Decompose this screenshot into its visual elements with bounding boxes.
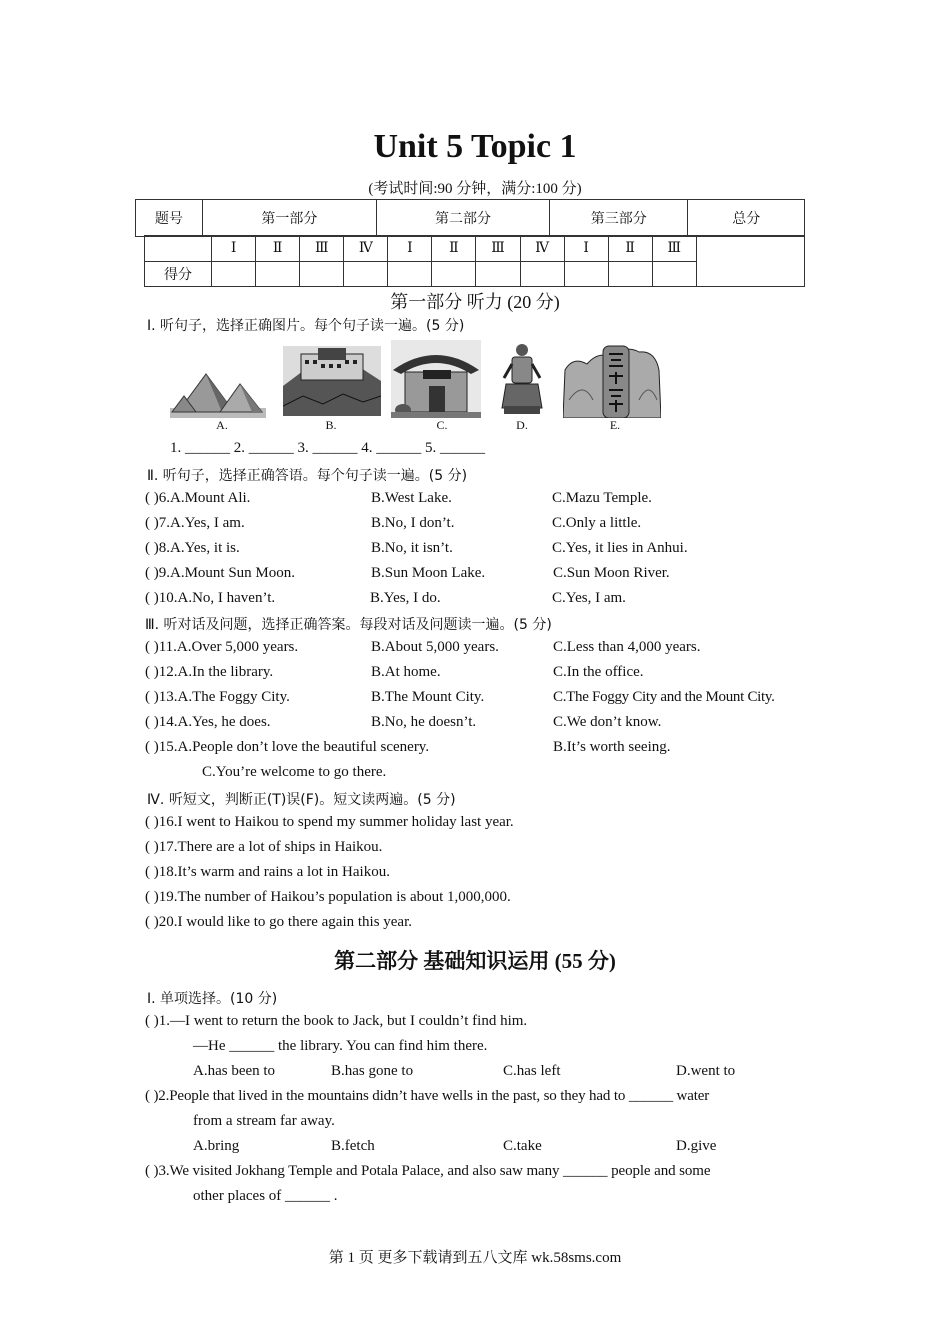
option: B.Yes, I do. <box>370 590 441 606</box>
question: ( )13.A.The Foggy City. <box>145 689 290 705</box>
sub-col: Ⅳ <box>520 236 564 262</box>
score-cell <box>344 262 388 287</box>
score-table-header <box>135 199 805 237</box>
picture-label: B. <box>325 418 337 432</box>
col-total: 总分 <box>688 200 805 237</box>
question: ( )15.A.People don’t love the beautiful scenery. <box>145 739 430 755</box>
sub-col: Ⅲ <box>300 236 344 262</box>
score-cell <box>564 262 608 287</box>
temple-gate-icon <box>391 340 481 418</box>
option: C.Sun Moon River. <box>553 565 670 581</box>
page-footer: 第 1 页 更多下载请到五八文库 wk.58sms.com <box>328 1250 622 1266</box>
question: ( )8.A.Yes, it is. <box>145 540 240 556</box>
score-cell <box>476 262 520 287</box>
question: ( )6.A.Mount Ali. <box>145 490 251 506</box>
statement: ( )16.I went to Haikou to spend my summer holiday last year. <box>145 814 514 830</box>
question: ( )11.A.Over 5,000 years. <box>145 639 299 655</box>
part2-heading: 第二部分 基础知识运用 (55 分) <box>334 949 616 973</box>
score-label: 得分 <box>145 262 212 287</box>
section-title: Ⅰ. 听句子，选择正确图片。每个句子读一遍。(5 分) <box>147 318 465 334</box>
col-part2: 第二部分 <box>376 200 549 237</box>
score-table-body <box>144 235 805 287</box>
statement: ( )20.I would like to go there again this year. <box>145 914 413 930</box>
option: B.No, it isn’t. <box>371 540 453 556</box>
exam-subtitle: (考试时间:90 分钟，满分:100 分) <box>368 181 582 197</box>
option: C.The Foggy City and the Mount City. <box>553 689 775 705</box>
option: B.It’s worth seeing. <box>553 739 671 755</box>
pyramids-icon <box>170 366 266 418</box>
option: B.has gone to <box>331 1063 414 1079</box>
potala-palace-icon <box>283 346 381 416</box>
option: B.At home. <box>371 664 441 680</box>
score-cell <box>520 262 564 287</box>
option: C.take <box>503 1138 542 1154</box>
option: B.fetch <box>331 1138 375 1154</box>
picture-label: E. <box>609 418 621 432</box>
statement: ( )19.The number of Haikou’s population is about 1,000,000. <box>145 889 511 905</box>
question-line: —He ______ the library. You can find him there. <box>193 1038 488 1054</box>
section-title: Ⅰ. 单项选择。(10 分) <box>147 991 278 1007</box>
question-line: from a stream far away. <box>193 1113 335 1129</box>
question: ( )12.A.In the library. <box>145 664 274 680</box>
question: ( )9.A.Mount Sun Moon. <box>145 565 296 581</box>
score-cell <box>652 262 696 287</box>
sub-col: Ⅰ <box>388 236 432 262</box>
score-cell <box>608 262 652 287</box>
section-title: Ⅱ. 听句子，选择正确答语。每个句子读一遍。(5 分) <box>147 468 468 484</box>
option: A.has been to <box>193 1063 276 1079</box>
question: ( )2.People that lived in the mountains didn’t have wells in the past, so they had to ______ water <box>145 1088 710 1104</box>
sub-col: Ⅱ <box>608 236 652 262</box>
sub-col: Ⅱ <box>432 236 476 262</box>
option: C.Only a little. <box>552 515 642 531</box>
score-cell <box>432 262 476 287</box>
option: C.Less than 4,000 years. <box>553 639 701 655</box>
sub-col: Ⅳ <box>344 236 388 262</box>
option: A.bring <box>193 1138 240 1154</box>
picture-label: A. <box>216 418 228 432</box>
part1-heading: 第一部分 听力 (20 分) <box>390 292 560 312</box>
total-score-cell <box>696 236 804 287</box>
col-part1: 第一部分 <box>202 200 376 237</box>
option: C.Yes, I am. <box>552 590 626 606</box>
picture-label: C. <box>436 418 448 432</box>
option: B.About 5,000 years. <box>371 639 499 655</box>
score-cell <box>300 262 344 287</box>
option: C.We don’t know. <box>553 714 662 730</box>
option: C.You’re welcome to go there. <box>202 764 387 780</box>
sub-col: Ⅱ <box>256 236 300 262</box>
question: ( )10.A.No, I haven’t. <box>145 590 276 606</box>
option: B.No, he doesn’t. <box>371 714 477 730</box>
terracotta-warrior-icon <box>498 340 546 418</box>
question: ( )7.A.Yes, I am. <box>145 515 245 531</box>
option: C.has left <box>503 1063 561 1079</box>
picture-label: D. <box>516 418 528 432</box>
section-title: Ⅳ. 听短文，判断正(T)误(F)。短文读两遍。(5 分) <box>147 792 456 808</box>
page-title: Unit 5 Topic 1 <box>373 128 577 165</box>
option: C.Yes, it lies in Anhui. <box>552 540 688 556</box>
sub-col: Ⅲ <box>652 236 696 262</box>
question: ( )3.We visited Jokhang Temple and Potala Palace, and also saw many ______ people and some <box>145 1163 711 1179</box>
score-cell <box>212 262 256 287</box>
question: ( )1.—I went to return the book to Jack, but I couldn’t find him. <box>145 1013 528 1029</box>
question: ( )14.A.Yes, he does. <box>145 714 271 730</box>
col-label: 题号 <box>136 200 203 237</box>
col-part3: 第三部分 <box>550 200 688 237</box>
option: C.In the office. <box>553 664 644 680</box>
statement: ( )18.It’s warm and rains a lot in Haikou. <box>145 864 390 880</box>
option: B.The Mount City. <box>371 689 485 705</box>
question-line: other places of ______ . <box>193 1188 338 1204</box>
empty-cell <box>145 236 212 262</box>
option: D.give <box>676 1138 717 1154</box>
statement: ( )17.There are a lot of ships in Haikou. <box>145 839 383 855</box>
option: B.No, I don’t. <box>371 515 455 531</box>
section-title: Ⅲ. 听对话及问题，选择正确答案。每段对话及问题读一遍。(5 分) <box>145 617 552 633</box>
sub-col: Ⅰ <box>564 236 608 262</box>
picture-answer-blanks: 1. ______ 2. ______ 3. ______ 4. ______ 5. ______ <box>170 440 485 456</box>
score-cell <box>256 262 300 287</box>
sub-col: Ⅲ <box>476 236 520 262</box>
option: C.Mazu Temple. <box>552 490 652 506</box>
option: B.Sun Moon Lake. <box>371 565 486 581</box>
option: B.West Lake. <box>371 490 452 506</box>
option: D.went to <box>676 1063 736 1079</box>
mountain-rock-icon <box>563 340 661 418</box>
score-cell <box>388 262 432 287</box>
sub-col: Ⅰ <box>212 236 256 262</box>
